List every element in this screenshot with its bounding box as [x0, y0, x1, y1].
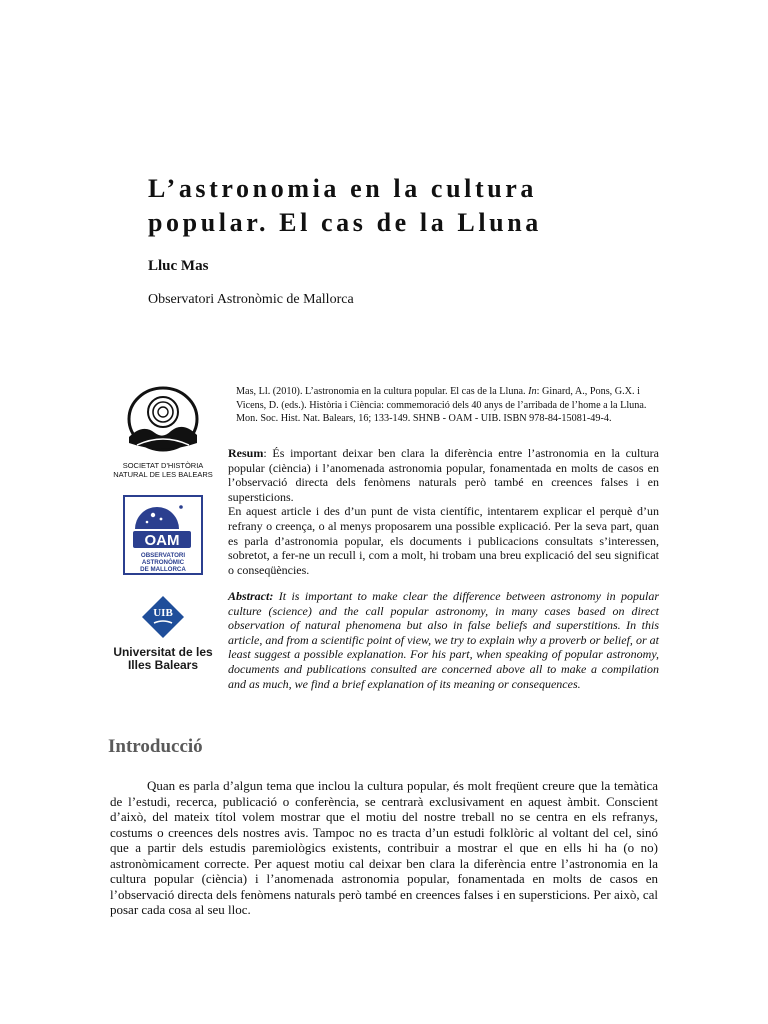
abstract-block: [228, 589, 659, 691]
shnb-caption-line1: SOCIETAT D'HISTÒRIA: [122, 461, 204, 470]
citation-part2: : Ginard, A., Pons, G.X. i Vicens, D. (eds.). Història i Ciència: commemoració dels 40 anys de l’arribada de l’home a la Lluna. Mon. Soc. Hist. Nat. Balears, 16; 133-149. SHNB - OAM - UIB. ISBN 978-84-15081-49-4.: [236, 386, 647, 424]
article-title: L’astronomia en la cultura popular. El cas de la Lluna: [148, 174, 542, 237]
abstract-text: It is important to make clear the difference between astronomy in popular culture (science) and the call popular astronomy, in many cases based on direct observation of natural phenomena but also in false beliefs and superstitions. In this article, and from a scientific point of view, we try to explain why a proverb or belief, or at least suggest a possible explanation. For his part, when speaking of popular astronomy, documents and publications consulted are concerned above all to make a compilation and as much, we find a brief explanation of its meaning or consequences.: [228, 589, 659, 691]
uib-abbr: UIB: [153, 607, 173, 619]
oam-line1: OBSERVATORI: [140, 552, 186, 559]
ammonite-seal-icon: [123, 385, 203, 459]
resum-text-1: : És important deixar ben clara la diferència entre l’astronomia en la cultura popular (ciència) i l’anomenada astronomia popular, fonamentada en molts de casos en l’observació directa dels fenòmens naturals però també en creences falses i en supersticions.: [228, 446, 659, 504]
uib-name-line2: Illes Balears: [127, 658, 199, 672]
uib-diamond-icon: [141, 595, 185, 639]
resum-block: [228, 446, 659, 577]
uib-logo: [108, 595, 218, 672]
resum-paragraph-2: En aquest article i des d’un punt de vista científic, intentarem explicar el perquè d’un refrany o creença, o al menys proposarem una possible explicació. Per la seva part, quan es parla d’astronomia popular, els documents i publicacions consultats s’interessen, sobretot, a fer-ne un recull i, com a molt, hi trobam una breu explicació del seu significat o conseqüències.: [228, 504, 659, 577]
oam-abbr: OAM: [144, 532, 180, 549]
shnb-logo: [108, 385, 218, 485]
author-name: Lluc Mas: [148, 258, 209, 274]
author-affiliation: Observatori Astronòmic de Mallorca: [148, 292, 354, 307]
uib-name-line1: Universitat de les: [113, 645, 213, 659]
oam-logo: [123, 495, 203, 575]
abstract-label: Abstract:: [228, 589, 274, 603]
introduction-paragraph: Quan es parla d’algun tema que inclou la cultura popular, és molt freqüent creure que la temàtica de l’estudi, recerca, publicació o conferència, se centrarà exclusivament en aquest àmbit. Conscient d’això, del mateix títol volem mostrar que el motiu del nostre treball no se centra en els refranys, costums o creences dels nostres avis. Tampoc no es tracta d’un estudi folklòric al voltant del cel, sinó que a partir dels estudis paremiològics existents, contribuir a mostrar el que en ells hi ha (o no) astronòmicament correcte. Per aquest motiu cal deixar ben clara la diferència entre l’astronomia en la cultura popular (ciència) i l’anomenada astronomia popular, fonamentada en molts de casos en l’observació directa dels fenòmens naturals però també en creences falses i en supersticions. Per això, cal posar cada cosa al seu lloc.: [110, 778, 658, 917]
resum-label: Resum: [228, 446, 264, 460]
oam-line3: DE MALLORCA: [140, 566, 186, 573]
resum-paragraph-1: [228, 446, 659, 504]
citation-reference: [236, 385, 659, 426]
citation-part1: Mas, Ll. (2010). L’astronomia en la cultura popular. El cas de la Lluna.: [236, 386, 529, 397]
shnb-caption-line2: NATURAL DE LES BALEARS: [113, 470, 213, 479]
oam-line2: ASTRONÒMIC: [141, 559, 185, 566]
section-heading-introduccio: Introducció: [108, 736, 203, 757]
citation-in-label: In: [528, 386, 537, 397]
